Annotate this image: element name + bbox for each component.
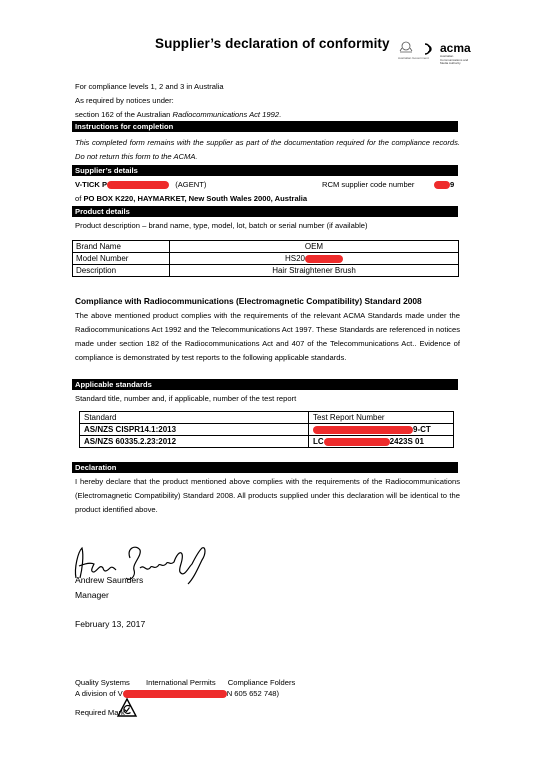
declaration-heading: Declaration <box>72 462 458 473</box>
column-header-standard: Standard <box>80 412 309 424</box>
required-mark-label: Required Mark <box>75 708 125 717</box>
table-row <box>80 424 454 436</box>
svg-text:Australian Government: Australian Government <box>398 56 429 60</box>
rcm-code: 9 <box>434 179 454 190</box>
standard-cell: AS/NZS 60335.2.23:2012 <box>80 436 309 448</box>
intro-line-3: section 162 of the Australian Radiocommunications Act 1992. <box>75 110 282 119</box>
signatory-position: Manager <box>75 590 109 600</box>
product-value: Hair Straightener Brush <box>170 265 459 277</box>
compliance-text: The above mentioned product complies with the requirements of the relevant ACMA Standards made under the Radiocommunications Act 1992 and the Telecommunications Act 1997. These Standards are referenced in notices made under section 182 of the Radiocommunications Act and 407 of the Telecommunications Act.. Evidence of compliance is demonstrated by test reports to the following applicable standards. <box>75 311 460 362</box>
acma-logo <box>396 38 476 68</box>
standards-description: Standard title, number and, if applicable, number of the test report <box>75 394 297 403</box>
acma-fullname: Australian Communications and Media Authority <box>440 54 469 65</box>
supplier-name: V-TICK P <box>75 180 108 189</box>
supplier-address: of PO BOX K220, HAYMARKET, New South Wales 2000, Australia <box>75 194 308 203</box>
product-value: HS20 <box>170 253 459 265</box>
footer-division: A division of V N 605 652 748) <box>75 689 280 698</box>
redaction-mark <box>324 438 390 446</box>
instructions-heading: Instructions for completion <box>72 121 458 132</box>
acma-wordmark: acma <box>440 41 471 55</box>
table-row <box>73 253 459 265</box>
table-row <box>80 436 454 448</box>
product-label: Brand Name <box>73 241 170 253</box>
report-cell: 9-CT <box>309 424 454 436</box>
product-table <box>72 240 459 277</box>
rcm-mark-icon <box>116 697 138 724</box>
rcm-label: RCM supplier code number <box>322 180 415 189</box>
intro-line-2: As required by notices under: <box>75 96 174 105</box>
supplier-heading: Supplier’s details <box>72 165 458 176</box>
redaction-mark <box>123 690 227 698</box>
standard-cell: AS/NZS CISPR14.1:2013 <box>80 424 309 436</box>
table-row <box>73 241 459 253</box>
product-description-label: Product description – brand name, type, model, lot, batch or serial number (if available) <box>75 221 368 230</box>
footer-links <box>75 677 295 688</box>
footer-link-quality: Quality Systems <box>75 678 130 687</box>
product-value: OEM <box>170 241 459 253</box>
intro-line-1: For compliance levels 1, 2 and 3 in Australia <box>75 82 224 91</box>
column-header-report: Test Report Number <box>309 412 454 424</box>
signatory-name: Andrew Saunders <box>75 575 144 585</box>
standards-table <box>79 411 454 448</box>
redaction-mark <box>434 181 450 189</box>
report-cell: LC 2423S 01 <box>309 436 454 448</box>
declaration-date: February 13, 2017 <box>75 619 146 629</box>
declaration-text: I hereby declare that the product mentioned above complies with the requirements of the Radiocommunications (Electromagnetic Compatibility) Standard 2008. All products supplied under this declaration will be identical to the product identified above. <box>75 477 460 514</box>
footer-link-permits: International Permits <box>145 678 216 687</box>
redaction-mark <box>313 426 413 434</box>
product-heading: Product details <box>72 206 458 217</box>
supplier-line <box>75 179 461 190</box>
redaction-mark <box>107 181 169 189</box>
instructions-text: This completed form remains with the supplier as part of the documentation required for the compliance records. Do not return this form to the ACMA. <box>75 138 460 161</box>
table-row <box>80 412 454 424</box>
redaction-mark <box>305 255 343 263</box>
footer-link-folders: Compliance Folders <box>227 678 296 687</box>
product-label: Description <box>73 265 170 277</box>
standards-heading: Applicable standards <box>72 379 458 390</box>
table-row <box>73 265 459 277</box>
compliance-heading: Compliance with Radiocommunications (Electromagnetic Compatibility) Standard 2008 <box>75 296 422 306</box>
product-label: Model Number <box>73 253 170 265</box>
page-title: Supplier’s declaration of conformity <box>155 36 390 51</box>
supplier-agent: (AGENT) <box>175 180 207 189</box>
